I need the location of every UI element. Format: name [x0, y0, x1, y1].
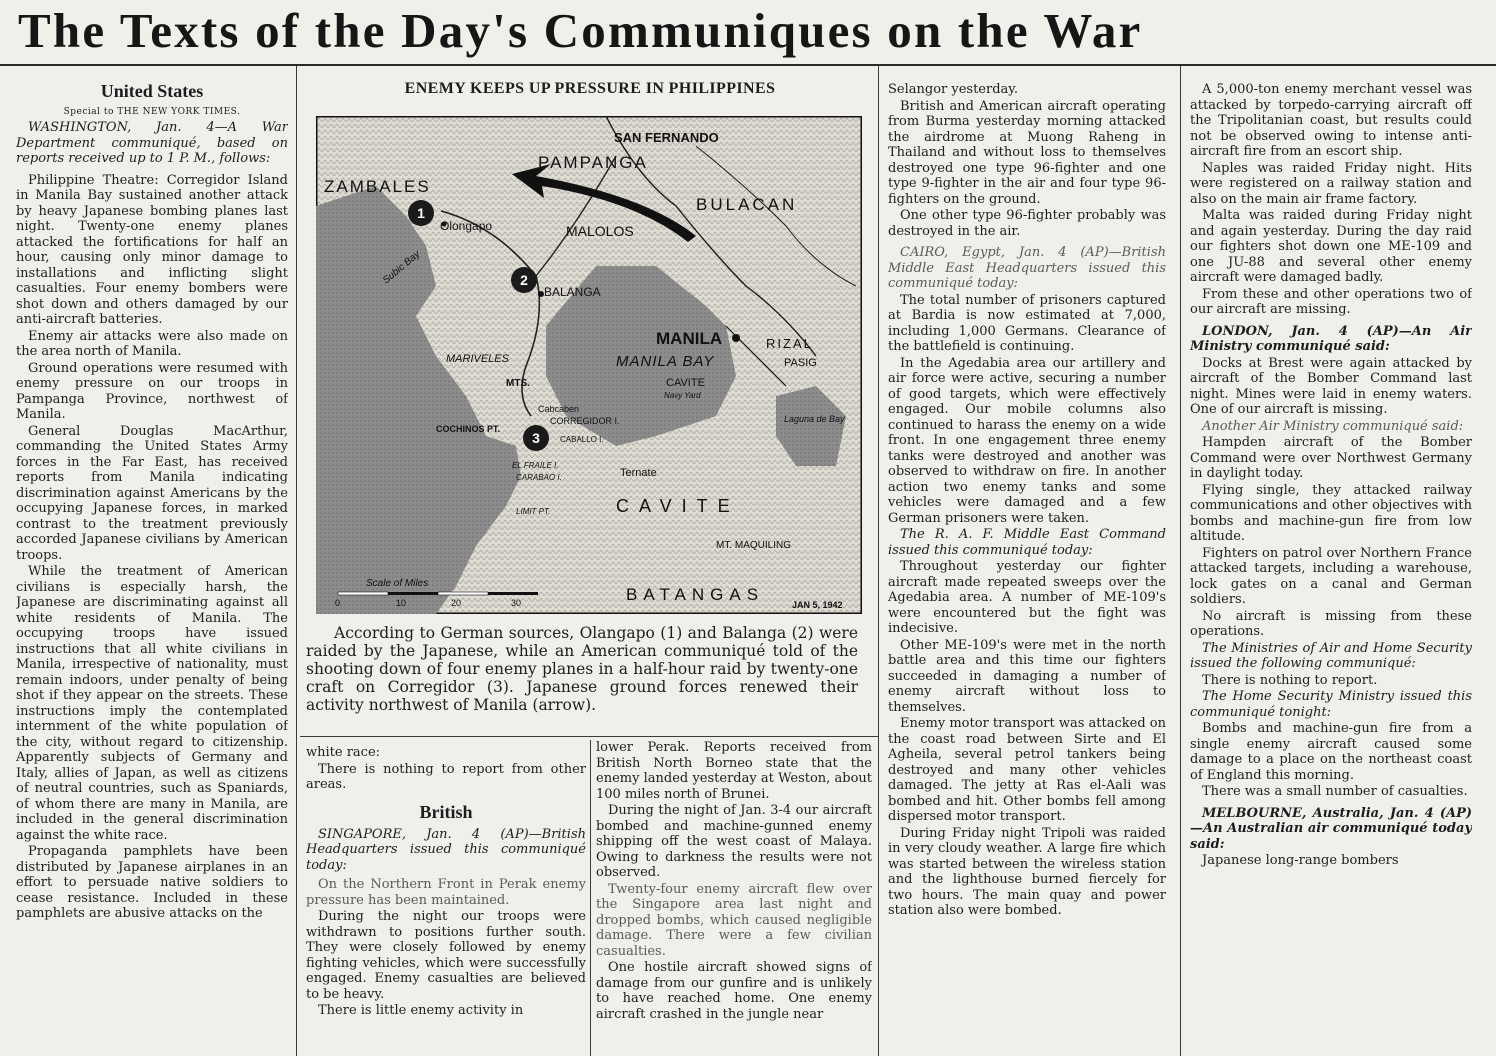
label-subic-bay: Subic Bay	[380, 248, 423, 287]
label-manila: MANILA	[656, 329, 723, 348]
philippines-map	[316, 116, 862, 614]
label-el-fraile: EL FRAILE I.	[512, 461, 559, 470]
article-paragraph: Malta was raided during Friday night and again yesterday. During the day raid our fighters shot down one ME-109 and one JU-88 and several other enemy aircraft were damaged badly.	[1190, 208, 1472, 285]
dateline: SINGAPORE, Jan. 4 (AP)—British Headquarters issued this communiqué today:	[306, 826, 586, 873]
article-paragraph: Twenty-four enemy aircraft flew over the Singapore area last night and dropped bombs, which caused negligible damage. There were a few civilian casualties.	[596, 881, 872, 959]
label-laguna: Laguna de Bay	[784, 414, 845, 424]
label-mariveles: MARIVELES	[446, 353, 509, 365]
article-paragraph: There is little enemy activity in	[318, 1003, 524, 1018]
article-paragraph: There is nothing to report from other areas.	[306, 761, 586, 792]
column-rule	[1180, 66, 1181, 1056]
label-manila-bay: MANILA BAY	[616, 353, 715, 370]
label-ternate: Ternate	[620, 467, 657, 479]
dateline: MELBOURNE, Australia, Jan. 4 (AP)—An Australian air communiqué today said:	[1190, 805, 1472, 852]
dateline: CAIRO, Egypt, Jan. 4 (AP)—British Middle East Headquarters issued this communiqué today:	[888, 245, 1166, 291]
article-paragraph: While the treatment of American civilians is especially harsh, the Japanese are discriminating against all white residents of Manila. The occupying troops have issued instructions that all white civilians in Manila, irrespective of nationality, must remain indoors, under penalty of being shot if they appear on the streets. These instructions imply the contemplated internment of the white population of the city, without regard to citizenship. Apparently subjects of Germany and Italy, allies of Japan, as well as citizens of neutral countries, such as Spaniards, of whom there are many in Manila, are included in the general discrimination against the white race.	[16, 564, 288, 843]
article-paragraph: General Douglas MacArthur, commanding the United States Army forces in the Far East, has received reports from Manila indicating discrimination against Americans by the occupying Japanese forces, in marked contrast to the treatment previously accorded Japanese civilians by American troops.	[16, 423, 288, 563]
label-batangas: BATANGAS	[626, 585, 765, 604]
map-caption: According to German sources, Olangapo (1) and Balanga (2) were raided by the Japanese, while an American communiqué told of the shooting down of four enemy planes in a half-hour raid by twenty-one craft on Corregidor (3). Japanese ground forces renewed their activity northwest of Manila (arrow).	[306, 624, 858, 714]
label-pampanga: PAMPANGA	[538, 153, 648, 172]
article-paragraph: Other ME-109's were met in the north battle area and this time our fighters succeeded in damaging a number of enemy aircraft without loss to themselves.	[888, 637, 1166, 715]
svg-text:10: 10	[396, 598, 407, 608]
label-corregidor: CORREGIDOR I.	[550, 416, 620, 426]
marker-3	[523, 425, 549, 451]
byline: Special to THE NEW YORK TIMES.	[63, 107, 241, 117]
label-mt-maquiling: MT. MAQUILING	[716, 540, 792, 551]
article-paragraph: Propaganda pamphlets have been distributed by Japanese airplanes in an effort to persuade native soldiers to cease resistance. Included in these pamphlets are abusive attacks on the	[16, 844, 288, 921]
label-balanga: BALANGA	[544, 285, 601, 299]
article-paragraph: Docks at Brest were again attacked by aircraft of the Bomber Command last night. Mines were laid in enemy waters. One of our aircraft is missing.	[1190, 355, 1472, 417]
label-navy-yard: Navy Yard	[664, 391, 701, 400]
svg-text:20: 20	[451, 598, 462, 608]
article-paragraph: During the night our troops were withdrawn to positions further south. They were closely followed by enemy fighting vehicles, which were successfully engaged. Enemy casualties are believed to be heavy.	[306, 909, 586, 1002]
dateline: The R. A. F. Middle East Command issued this communiqué today:	[888, 527, 1166, 558]
label-malolos: MALOLOS	[566, 223, 634, 239]
article-paragraph: During the night of Jan. 3-4 our aircraft bombed and machine-gunned enemy shipping off the west coast of Malaya. Owing to darkness the results were not observed.	[596, 803, 872, 880]
box-rule	[300, 736, 878, 737]
svg-text:3: 3	[532, 430, 540, 446]
article-paragraph: From these and other operations two of our aircraft are missing.	[1190, 286, 1472, 317]
article-paragraph: No aircraft is missing from these operations.	[1190, 608, 1472, 639]
label-bulacan: BULACAN	[696, 195, 798, 214]
article-paragraph: One hostile aircraft showed signs of damage from our gunfire and is unlikely to have reached home. One enemy aircraft crashed in the jungle near	[596, 960, 872, 1022]
article-paragraph: Enemy air attacks were also made on the area north of Manila.	[16, 328, 288, 359]
article-paragraph: Bombs and machine-gun fire from a single enemy aircraft caused some damage to a place on the northeast coast of England this morning.	[1190, 721, 1472, 783]
dateline: The Home Security Ministry issued this communiqué tonight:	[1190, 689, 1472, 720]
svg-text:1: 1	[417, 205, 425, 221]
label-cavite-province: CAVITE	[616, 496, 740, 516]
label-zambales: ZAMBALES	[324, 177, 431, 196]
svg-text:0: 0	[335, 598, 341, 608]
column-rule	[878, 66, 879, 1056]
column-british-left	[306, 745, 586, 1056]
article-paragraph: A 5,000-ton enemy merchant vessel was attacked by torpedo-carrying aircraft off the Tripolitanian coast, but results could not be observed owing to intense anti-aircraft fire from an escort ship.	[1190, 82, 1472, 159]
label-scale: Scale of Miles	[366, 578, 429, 589]
headline-rule	[0, 64, 1496, 66]
column-united-states	[16, 72, 288, 1056]
dateline: Another Air Ministry communiqué said:	[1202, 418, 1464, 434]
marker-2	[511, 267, 537, 293]
article-paragraph: British and American aircraft operating from Burma yesterday morning attacked the airdrome at Muong Raheng in Thailand and without loss to themselves destroyed one type 96-fighter and one type 9-fighter in the air and four type 96-fighters on the ground.	[888, 98, 1166, 207]
article-paragraph: In the Agedabia area our artillery and air force were active, securing a number of good targets, which were effectively engaged. Our mobile columns also continued to harass the enemy on a wide front. In one engagement three enemy tanks were destroyed and another was observed to withdraw on fire. In another action two enemy tanks and some vehicles were damaged and a few German prisoners were taken.	[888, 355, 1166, 526]
article-paragraph: Hampden aircraft of the Bomber Command were over Northwest Germany in daylight today.	[1190, 435, 1472, 481]
article-paragraph: Fighters on patrol over Northern France attacked targets, including a warehouse, lock gates on a canal and German soldiers.	[1190, 545, 1472, 607]
article-paragraph: One other type 96-fighter probably was destroyed in the air.	[888, 208, 1166, 239]
page-headline: The Texts of the Day's Communiques on the War	[18, 3, 1143, 58]
svg-text:30: 30	[511, 598, 522, 608]
label-cavite: CAVITE	[666, 377, 705, 389]
label-rizal: RIZAL	[766, 336, 813, 351]
label-cabcaben: Cabcaben	[538, 404, 580, 414]
column-rule	[590, 740, 591, 1056]
label-mts: MTS.	[506, 378, 530, 389]
article-paragraph: Naples was raided Friday night. Hits were registered on a railway station and also on the main air frame factory.	[1190, 160, 1472, 207]
marker-1	[408, 200, 434, 226]
article-paragraph: There is nothing to report.	[1202, 672, 1378, 688]
article-paragraph: The total number of prisoners captured at Bardia is now estimated at 7,000, including 1,000 Germans. Clearance of the battlefield is continuing.	[888, 292, 1166, 354]
dateline: LONDON, Jan. 4 (AP)—An Air Ministry communiqué said:	[1190, 323, 1472, 354]
article-paragraph: Enemy motor transport was attacked on the coast road between Sirte and El Agheila, several petrol tankers being destroyed and many other vehicles damaged. The jetty at Ras el-Aali was bombed and hit. Other bombs fell among dispersed motor transport.	[888, 716, 1166, 824]
article-paragraph: On the Northern Front in Perak enemy pressure has been maintained.	[306, 877, 586, 908]
column-rule	[296, 66, 297, 1056]
article-paragraph: Philippine Theatre: Corregidor Island in Manila Bay sustained another attack by heavy Japanese bombing planes last night. Twenty-one enemy planes attacked the fortifications for half an hour, causing only minor damage to installations and inflicting slight casualties. Four enemy bombers were shot down and others damaged by our anti-aircraft batteries.	[16, 172, 288, 327]
label-caballo: CABALLO I.	[560, 435, 604, 444]
label-olongapo: Olongapo	[440, 219, 493, 233]
column-london	[1190, 82, 1472, 1056]
article-paragraph: Flying single, they attacked railway communications and other objectives with bombs and machine-gun fire from low altitude.	[1190, 482, 1472, 544]
article-paragraph: Ground operations were resumed with enemy pressure on our troops in Pampanga Province, northwest of Manila.	[16, 360, 288, 422]
column-middle-east	[888, 82, 1166, 1056]
label-san-fernando: SAN FERNANDO	[614, 130, 719, 145]
label-pasig: PASIG	[784, 357, 817, 369]
column-british-right	[596, 740, 872, 1056]
article-paragraph: During Friday night Tripoli was raided in very cloudy weather. A large fire which was started between the wireless station and the lighthouse burned fiercely for two hours. The main quay and power station also were bombed.	[888, 825, 1166, 918]
label-carabao: CARABAO I.	[516, 473, 562, 482]
map-title: ENEMY KEEPS UP PRESSURE IN PHILIPPINES	[404, 80, 776, 97]
section-heading: United States	[100, 81, 204, 101]
article-paragraph: There was a small number of casualties.	[1202, 784, 1468, 799]
svg-text:2: 2	[520, 272, 528, 288]
article-paragraph: Throughout yesterday our fighter aircraft made repeated sweeps over the Agedabia area. A number of ME-109's were encountered but the fight was indecisive.	[888, 559, 1166, 636]
article-paragraph: Japanese long-range bombers	[1202, 853, 1399, 868]
article-paragraph: white race:	[306, 745, 381, 760]
label-cochinos: COCHINOS PT.	[436, 424, 501, 434]
article-paragraph: lower Perak. Reports received from British North Borneo state that the enemy landed yesterday at Weston, about 100 miles north of Brunei.	[596, 740, 872, 802]
dateline: The Ministries of Air and Home Security issued the following communiqué:	[1190, 640, 1472, 671]
label-map-date: JAN 5, 1942	[792, 600, 843, 610]
dateline: WASHINGTON, Jan. 4—A War Department communiqué, based on reports received up to 1 P. M., follows:	[16, 120, 288, 166]
section-heading: British	[419, 801, 473, 822]
article-paragraph: Selangor yesterday.	[888, 82, 1019, 97]
label-limit: LIMIT PT.	[516, 507, 551, 516]
